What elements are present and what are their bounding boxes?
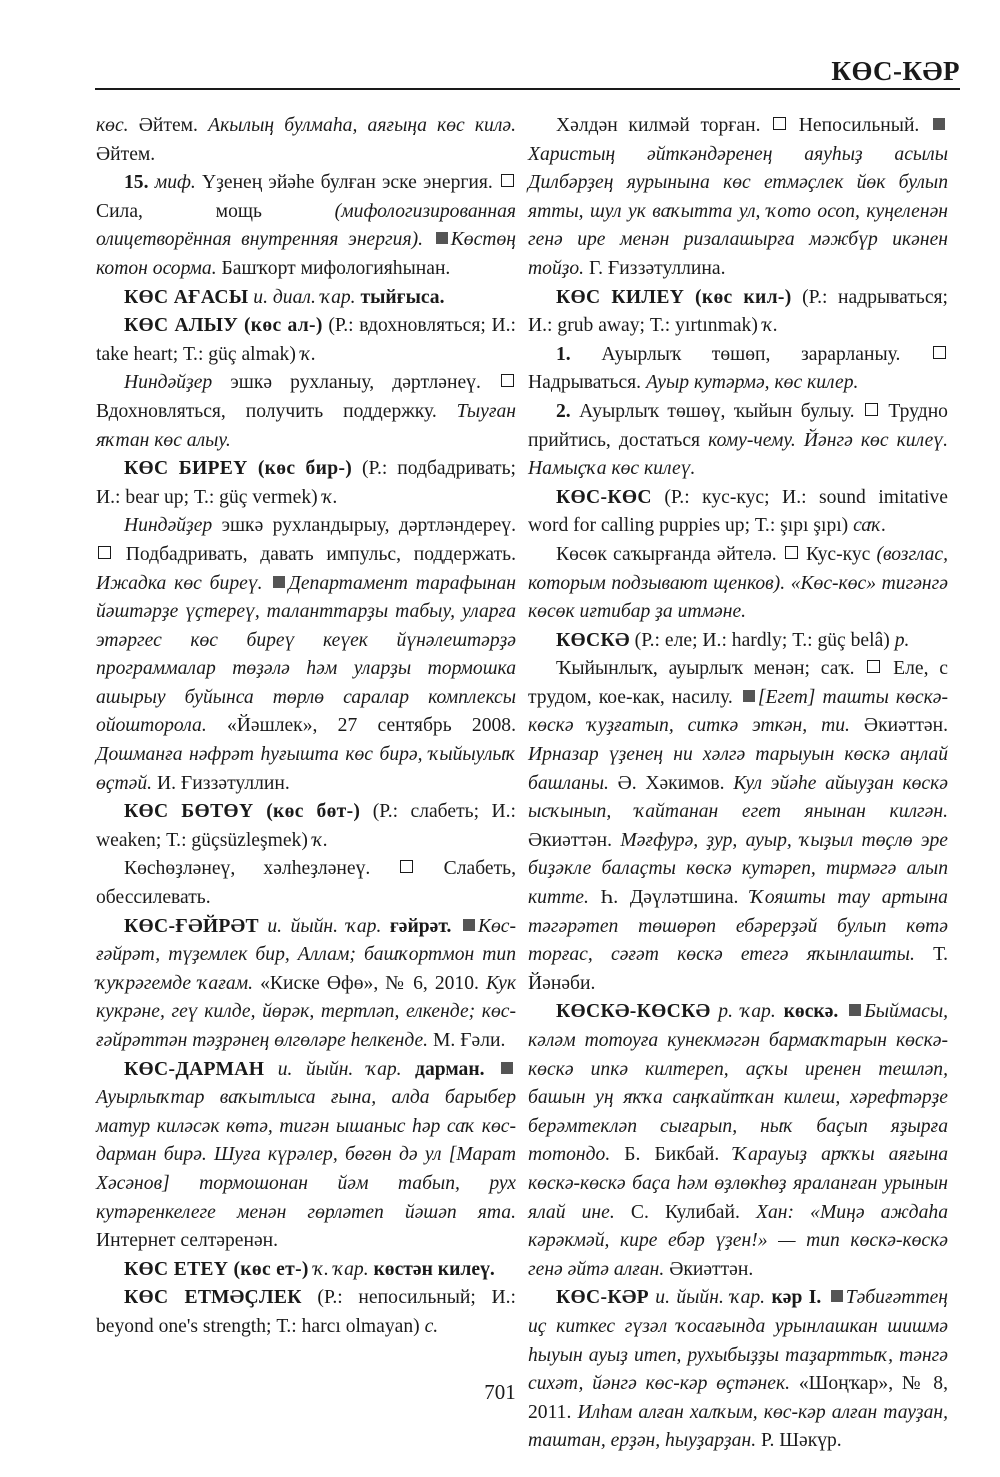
italic-text: ҡ. ҡар. bbox=[313, 1258, 369, 1280]
italic-text: Кул эйәһе айыуҙан көскә ысҡынып, ҡайтанан егет янынан килгән. bbox=[528, 772, 948, 823]
italic-text: Ҡояшты тау артына тәгәрәтеп төшөрөп ебәрерҙәй булып көтә торғас, сәғәт көскә етегә яҡынлашты. bbox=[528, 887, 948, 966]
translation-marker-icon bbox=[501, 374, 514, 387]
entry-text: Б. Бикбай. bbox=[610, 1144, 734, 1166]
headword: КӨСКӘ-КӨСКӘ bbox=[556, 1001, 711, 1023]
dictionary-entry bbox=[96, 1256, 516, 1285]
dictionary-entry bbox=[96, 512, 516, 798]
italic-text: Илһам алған халҡым, көс-кәр алған тауҙан, таштан, ерҙән, һыуҙарҙан. bbox=[528, 1401, 948, 1452]
italic-text: (мифологизированная олицетворённая внутренняя энергия). bbox=[96, 200, 516, 251]
example-marker-icon bbox=[933, 118, 945, 130]
running-head-word: КӨС-КӘР bbox=[831, 56, 960, 86]
example-marker-icon bbox=[463, 919, 475, 931]
italic-text: Ижадка көс биреү. bbox=[96, 572, 263, 594]
headword: КӨС БӨТӨҮ (көс бөт-) bbox=[124, 801, 361, 823]
headword: КӨС ЕТМӘҪЛЕК bbox=[124, 1287, 302, 1309]
italic-text: Көстөң котон осорма. bbox=[96, 229, 516, 279]
right-column bbox=[528, 112, 948, 1456]
headword: КӨС-ҒӘЙРӘТ bbox=[124, 915, 259, 937]
dictionary-entry bbox=[96, 855, 516, 912]
italic-text: р. ҡар. bbox=[718, 1001, 776, 1023]
dictionary-entry bbox=[528, 284, 948, 341]
dictionary-entry bbox=[528, 398, 948, 484]
translation-marker-icon bbox=[98, 546, 111, 559]
dictionary-entry bbox=[528, 1284, 948, 1456]
dictionary-entry bbox=[528, 112, 948, 284]
left-column bbox=[96, 112, 516, 1342]
entry-text bbox=[381, 916, 390, 937]
entry-text: Т. Йәнәби. bbox=[528, 944, 948, 994]
italic-text: Ауыр кутәрмә, көс килер. bbox=[645, 372, 859, 394]
italic-text: Департамент тарафынан йәштәрҙе үҫтереү, таланттарҙы табыу, уларға этәргес көс биреү кеүек йүнәлештәрҙә программалар төҙәлә һәм уларҙы тормошка ашырыу буйынса төрлө саралар комплексы ойоштоpола. bbox=[96, 572, 516, 737]
dictionary-entry bbox=[96, 369, 516, 455]
example-marker-icon bbox=[501, 1062, 513, 1074]
bold-text: көскә. bbox=[783, 1001, 839, 1023]
italic-text: (возглас, которым подзывают щенков). «Көс-көс» тигәнгә көсөк иғтибар ҙа итмәне. bbox=[528, 543, 948, 623]
entry-text bbox=[451, 916, 460, 937]
italic-text: и. йыйн. ҡар. bbox=[267, 915, 382, 937]
running-header bbox=[95, 48, 960, 90]
entry-text: (Р.: подбадривать; И.: bear up; Т.: güç vermek) bbox=[96, 458, 516, 508]
italic-text: кому-чему. Йәнгә көс килеү. Намыҫҡа көс килеү. bbox=[528, 429, 949, 480]
headword: КӨС АҒАСЫ bbox=[124, 286, 249, 308]
dictionary-entry bbox=[96, 169, 516, 283]
italic-text: Хан: «Миңә аждаһа кәрәкмәй, кире ебәр үҙен!» — тип көскә-көскә генә әйтә алған. bbox=[528, 1201, 948, 1280]
italic-text: Акылың булмаһа, аяғыңа көс килә. bbox=[208, 115, 516, 136]
headword: КӨС-ДАРМАН bbox=[124, 1058, 265, 1080]
dictionary-entry bbox=[528, 541, 948, 627]
entry-text: Непосильный. bbox=[788, 115, 930, 136]
entry-text: Слабеть, обессилевать. bbox=[96, 858, 516, 909]
entry-text: (Р.: еле; И.: hardly; Т.: güç belâ) bbox=[629, 629, 895, 651]
entry-text: Башҡорт мифологияһынан. bbox=[216, 257, 451, 279]
bold-text: ғәйрәт. bbox=[389, 915, 452, 937]
entry-text: Һ. Дәүләтшина. bbox=[588, 887, 751, 909]
entry-text: Әкиәттән. bbox=[528, 829, 621, 851]
dictionary-entry bbox=[96, 913, 516, 1056]
dictionary-entry bbox=[528, 627, 948, 656]
bold-text: 2. bbox=[556, 400, 571, 422]
entry-text: Көсһөҙләнеү, хәлһеҙләнеү. bbox=[124, 858, 399, 880]
bold-text: көстән килеү. bbox=[373, 1258, 495, 1280]
entry-text: «Йәшлек», 27 сентябрь 2008. bbox=[206, 715, 516, 737]
bold-text: кәр I. bbox=[771, 1287, 822, 1309]
entry-text: Ауырлыҡ төшөү, ҡыйын булыу. bbox=[570, 400, 863, 422]
entry-text: Хәлдән килмәй торған. bbox=[556, 115, 772, 136]
italic-text: көс. bbox=[96, 115, 129, 136]
headword: КӨСКӘ bbox=[556, 629, 630, 651]
bold-text: дарман. bbox=[415, 1058, 485, 1080]
headword: КӨС КИЛЕҮ (көс кил-) bbox=[556, 286, 792, 308]
entry-text: С. Кулибай. bbox=[614, 1201, 757, 1223]
entry-text: Вдохновляться, получить поддержку. bbox=[96, 400, 457, 422]
translation-marker-icon bbox=[785, 546, 798, 559]
italic-text: [Егет] ташты көскә-көскә ҡуҙғатып, ситкә эткән, ти. bbox=[528, 686, 948, 737]
dictionary-entry bbox=[96, 112, 516, 169]
headword: КӨС-КӘР bbox=[556, 1287, 649, 1309]
bold-text: 15. bbox=[124, 172, 149, 194]
translation-marker-icon bbox=[865, 403, 878, 416]
bold-text: тыйғыса. bbox=[360, 286, 445, 308]
entry-text bbox=[821, 1287, 827, 1308]
dictionary-entry bbox=[96, 312, 516, 369]
example-marker-icon bbox=[436, 232, 448, 244]
entry-text bbox=[838, 1001, 846, 1022]
entry-text: М. Ғәли. bbox=[428, 1030, 506, 1051]
entry-text bbox=[264, 1059, 277, 1080]
italic-text: и. диал. ҡар. bbox=[253, 286, 356, 308]
entry-text: Көсөк саҡырғанда әйтелә. bbox=[556, 543, 783, 565]
headword: КӨС-КӨС bbox=[556, 486, 652, 508]
italic-text: Ниндәйҙер bbox=[124, 372, 213, 394]
entry-text: «Шоңҡар», № 8, 2011. bbox=[528, 1373, 948, 1423]
headword: КӨС ЕТЕҮ (көс ет-) bbox=[124, 1258, 309, 1280]
italic-text: миф. bbox=[154, 172, 196, 194]
entry-text: Еле, с трудом, кое-как, насилу. bbox=[528, 658, 948, 708]
entry-text: Кус-кус bbox=[799, 543, 877, 565]
dictionary-entry bbox=[528, 341, 948, 398]
italic-text: с. bbox=[424, 1315, 439, 1337]
italic-text: Харистың әйткәндәренең аяуһыҙ асылы Дилбәрҙең яурынына көс етмәҫлек йөк булып ятты, шул ук ваҡытта ул, ҡото осоп, куңеленән генә ире менән ризалашырға мәжбүр икәнен тойҙо. bbox=[528, 143, 948, 279]
entry-text: эшкә рухландырыу, дәртләндереү. bbox=[212, 515, 516, 537]
example-marker-icon bbox=[743, 690, 755, 702]
translation-marker-icon bbox=[773, 117, 786, 130]
bold-text: 1. bbox=[556, 343, 571, 365]
headword: КӨС АЛЫУ (көс ал-) bbox=[124, 315, 323, 337]
italic-text: Ниндәйҙер bbox=[124, 515, 213, 537]
dictionary-entry bbox=[96, 455, 516, 512]
italic-text: Ҡараyыҙ арҡҡы аяғына көскә-көскә баҫа һәм өҙлөкһөҙ яраланған урынын ялай ине. bbox=[528, 1144, 948, 1223]
entry-text: Г. Ғиззәтуллина. bbox=[584, 257, 726, 279]
entry-text: (Р.: надрываться; И.: grub away; Т.: yırtınmak) bbox=[528, 286, 948, 337]
dictionary-entry bbox=[96, 798, 516, 855]
entry-text: Р. Шәкүр. bbox=[756, 1430, 842, 1452]
entry-text: Әйтем. bbox=[96, 143, 156, 165]
entry-text: И. Ғиззәтуллин. bbox=[152, 772, 290, 794]
italic-text: ҡ. bbox=[322, 486, 338, 508]
italic-text: Тыуған яҡтан көс алыу. bbox=[96, 400, 516, 451]
italic-text: Дошманға нәфрәт һуғышта көс бирә, ҡыйыулыҡ өҫтәй. bbox=[96, 744, 516, 794]
entry-text: Үҙенең эйәһе булған эске энергия. bbox=[195, 172, 500, 194]
entry-text: Трудно прийтись, достаться bbox=[528, 400, 948, 451]
entry-text: Ауырлыҡ төшөп, зарарланыу. bbox=[570, 343, 931, 365]
italic-text: Көс-ғәйрәт, түҙемлек бир, Аллам; башҡортмон тип ҡуҡрәгемде ҡағам. bbox=[96, 915, 516, 994]
example-marker-icon bbox=[831, 1290, 843, 1302]
entry-text: Ҡыйынлыҡ, ауырлыҡ менән; саҡ. bbox=[556, 658, 866, 680]
entry-text bbox=[776, 1001, 784, 1022]
dictionary-entry bbox=[96, 1284, 516, 1341]
dictionary-entry bbox=[528, 655, 948, 998]
italic-text: ҡ. bbox=[312, 829, 328, 851]
italic-text: Мәғфурә, ҙур, ауыр, ҡыҙыл төҫлө эре биҙәкле балаҫты көскә кутәреп, тирмәгә алып китте. bbox=[528, 829, 948, 909]
italic-text: Ауырлыҡтар ваҡытлыса ғына, алда барыбер матур киләсәк көтә, тигән ышаныс һәр саҡ көс-дарман бирә. Шуға күрәлер, бөгөн дә ул [Марат Хәсәнов] тормошонан йәм табып, рух кутәренкелеге менән гөрләтеп йәшәп ята. bbox=[96, 1087, 516, 1223]
italic-text: Ирназар үҙенең ни хәлгә тарыуын көскә аңлай башланы. bbox=[528, 744, 948, 794]
dictionary-entry bbox=[96, 284, 516, 313]
page-number: 701 bbox=[484, 1380, 516, 1404]
entry-text bbox=[423, 229, 433, 250]
translation-marker-icon bbox=[867, 660, 880, 673]
example-marker-icon bbox=[849, 1004, 861, 1016]
italic-text: Тәбиғәттең иҫ киткес гүзәл ҡосағында урынлашкан шишмә һыуын ауыҙ итеп, рухыбыҙҙы таҙарттыҡ, тәнгә сихәт, йәнгә көс-кәр өҫтәнек. bbox=[528, 1287, 949, 1395]
entry-text: Әкиәттән. bbox=[849, 715, 948, 737]
translation-marker-icon bbox=[933, 346, 946, 359]
entry-text: (Р.: непосильный; И.: beyond one's strength; Т.: harcı olmayan) bbox=[96, 1287, 516, 1337]
italic-text: ҡ. bbox=[762, 315, 778, 337]
entry-text: «Киске Өфө», № 6, 2010. bbox=[253, 972, 486, 994]
entry-text: (Р.: вдохновляться; И.: take heart; Т.: güç almak) bbox=[96, 315, 516, 365]
dictionary-entry bbox=[528, 998, 948, 1284]
entry-text: Подбадривать, давать импульс, поддержать. bbox=[113, 543, 516, 565]
entry-text: Ә. Хәкимов. bbox=[608, 772, 734, 794]
entry-text bbox=[263, 573, 271, 594]
entry-text: Әкиәттән. bbox=[664, 1258, 754, 1280]
entry-text: (Р.: кус-кус; И.: sound imitative word for calling puppies up; Т.: şıpı şıpı) bbox=[528, 486, 948, 537]
entry-text: Надрываться. bbox=[528, 372, 646, 394]
entry-text: эшкә рухланыу, дәртләнеү. bbox=[212, 372, 499, 394]
entry-text: (Р.: слабеть; И.: weaken; Т.: güçsüzleşmek) bbox=[96, 801, 516, 851]
example-marker-icon bbox=[273, 576, 285, 588]
translation-marker-icon bbox=[400, 860, 413, 873]
italic-text: ҡ. bbox=[300, 343, 317, 365]
italic-text: Быймасы, кәләм тотоуға кунекмәгән бармаҡтарын көскә-көскә ипкә килтереп, аҫҡы иренен тешләп, башын уң яҡҡа саңҡайтҡан килеш, хәрефтәрҙе берәмтекләп сығарып, ныҡ баҫып яҙырға тотондо. bbox=[528, 1001, 948, 1166]
dictionary-entry bbox=[528, 484, 948, 541]
entry-text: Сила, мощь bbox=[96, 200, 335, 222]
italic-text: и. йыйн. ҡар. bbox=[655, 1287, 766, 1309]
entry-text: Интернет селтәренән. bbox=[96, 1230, 279, 1252]
dictionary-entry bbox=[96, 1056, 516, 1256]
entry-text bbox=[485, 1059, 498, 1080]
translation-marker-icon bbox=[501, 174, 514, 187]
headword: КӨС БИРЕҮ (көс бир-) bbox=[124, 458, 353, 480]
italic-text: саҡ. bbox=[853, 515, 887, 537]
italic-text: Кук кукрәне, геү килде, йөрәк, тертләп, елкенде; көс-ғәйрәттән тәҙрәнең өлгөләре һелкенде. bbox=[96, 972, 516, 1051]
entry-text bbox=[402, 1059, 415, 1080]
italic-text: р. bbox=[894, 629, 910, 651]
entry-text: Әйтем. bbox=[128, 115, 209, 136]
italic-text: и. йыйн. ҡар. bbox=[277, 1058, 402, 1080]
